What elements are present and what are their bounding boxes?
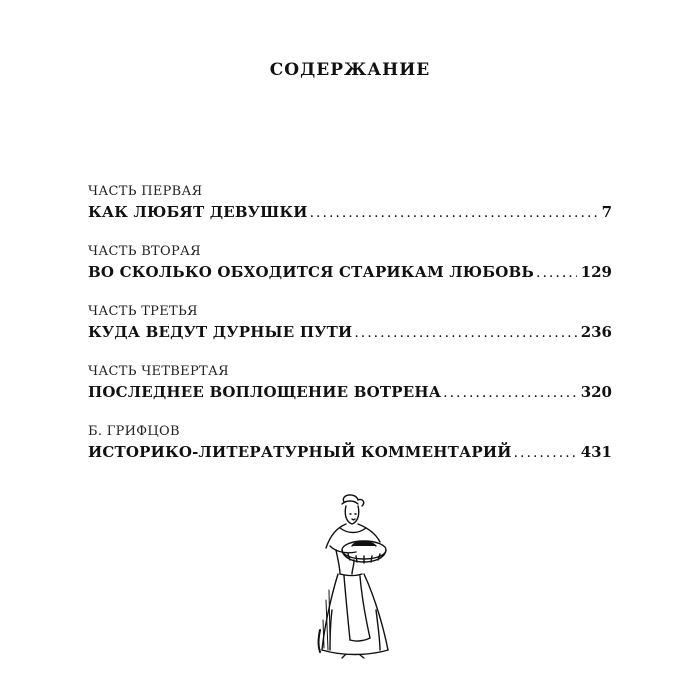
part-label: Б. ГРИФЦОВ [88,424,180,439]
entry-title: КАК ЛЮБЯТ ДЕВУШКИ [88,203,308,221]
table-of-contents [88,183,612,483]
toc-entry-line[interactable] [88,262,612,283]
entry-title: ВО СКОЛЬКО ОБХОДИТСЯ СТАРИКАМ ЛЮБОВЬ [88,263,535,281]
entry-title: ПОСЛЕДНЕЕ ВОПЛОЩЕНИЕ ВОТРЕНА [88,383,442,401]
toc-entry-part-3 [88,303,612,363]
page-title: СОДЕРЖАНИЕ [269,60,431,80]
dot-leader [310,203,598,223]
dot-leader [443,383,577,403]
page-number: 129 [580,263,612,281]
page-number: 320 [580,383,612,401]
dot-leader [514,443,577,463]
part-label: ЧАСТЬ ПЕРВАЯ [88,184,203,199]
dot-leader [354,323,576,343]
toc-entry-part-4 [88,363,612,423]
page-number: 431 [580,443,612,461]
entry-title: КУДА ВЕДУТ ДУРНЫЕ ПУТИ [88,323,353,341]
toc-entry-line[interactable] [88,322,612,343]
toc-entry-line[interactable] [88,442,612,463]
toc-entry-part-2 [88,243,612,303]
part-label: ЧАСТЬ ТРЕТЬЯ [88,304,198,319]
part-label: ЧАСТЬ ВТОРАЯ [88,244,201,259]
toc-entry-commentary [88,423,612,483]
dot-leader [536,263,577,283]
illustration-drawing [296,490,406,660]
toc-entry-part-1 [88,183,612,243]
woman-with-basket-illustration [296,490,406,660]
page-number: 7 [601,203,612,221]
toc-entry-line[interactable] [88,382,612,403]
page-number: 236 [580,323,612,341]
entry-title: ИСТОРИКО-ЛИТЕРАТУРНЫЙ КОММЕНТАРИЙ [88,443,512,461]
toc-entry-line[interactable] [88,202,612,223]
part-label: ЧАСТЬ ЧЕТВЕРТАЯ [88,364,229,379]
